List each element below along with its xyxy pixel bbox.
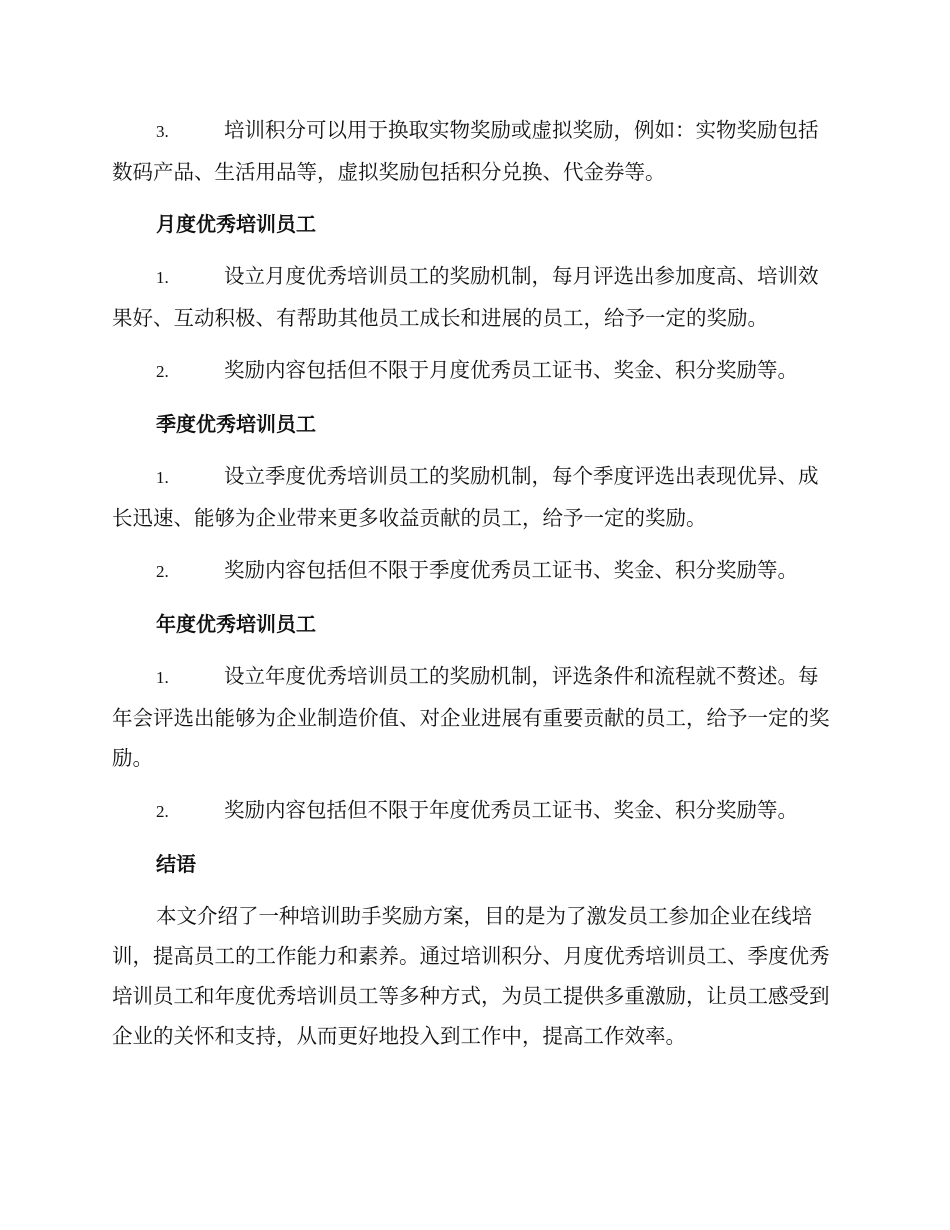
- item-text: 奖励内容包括但不限于月度优秀员工证书、奖金、积分奖励等。: [224, 358, 798, 382]
- document-page: [112, 110, 834, 1056]
- section-heading-quarterly: 季度优秀培训员工: [156, 412, 316, 436]
- item-text: 设立月度优秀培训员工的奖励机制，每月评选出参加度高、培训效果好、互动积极、有帮助其他员工成长和进展的员工，给予一定的奖励。: [112, 264, 819, 330]
- list-item: [112, 790, 834, 832]
- item-number: 1.: [156, 468, 169, 487]
- list-item: [112, 256, 834, 338]
- item-number: 2.: [156, 562, 169, 581]
- item-text: 设立季度优秀培训员工的奖励机制，每个季度评选出表现优异、成长迅速、能够为企业带来更多收益贡献的员工，给予一定的奖励。: [112, 464, 819, 530]
- list-item: [112, 656, 834, 778]
- conclusion-heading: 结语: [156, 852, 196, 876]
- list-item: [112, 550, 834, 592]
- list-item: [112, 350, 834, 392]
- section-heading-annual: 年度优秀培训员工: [156, 612, 316, 636]
- item-text: 设立年度优秀培训员工的奖励机制，评选条件和流程就不赘述。每年会评选出能够为企业制造价值、对企业进展有重要贡献的员工，给予一定的奖励。: [112, 664, 830, 770]
- item-number: 2.: [156, 802, 169, 821]
- item-text: 培训积分可以用于换取实物奖励或虚拟奖励，例如：实物奖励包括数码产品、生活用品等，虚拟奖励包括积分兑换、代金券等。: [112, 118, 819, 184]
- item-number: 1.: [156, 668, 169, 687]
- item-number: 3.: [156, 122, 169, 141]
- conclusion-paragraph: 本文介绍了一种培训助手奖励方案，目的是为了激发员工参加企业在线培训，提高员工的工作能力和素养。通过培训积分、月度优秀培训员工、季度优秀培训员工和年度优秀培训员工等多种方式，为员工提供多重激励，让员工感受到企业的关怀和支持，从而更好地投入到工作中，提高工作效率。: [112, 904, 830, 1048]
- item-text: 奖励内容包括但不限于季度优秀员工证书、奖金、积分奖励等。: [224, 558, 798, 582]
- section-heading-monthly: 月度优秀培训员工: [156, 212, 316, 236]
- list-item: [112, 110, 834, 192]
- list-item: [112, 456, 834, 538]
- item-number: 2.: [156, 362, 169, 381]
- item-number: 1.: [156, 268, 169, 287]
- item-text: 奖励内容包括但不限于年度优秀员工证书、奖金、积分奖励等。: [224, 798, 798, 822]
